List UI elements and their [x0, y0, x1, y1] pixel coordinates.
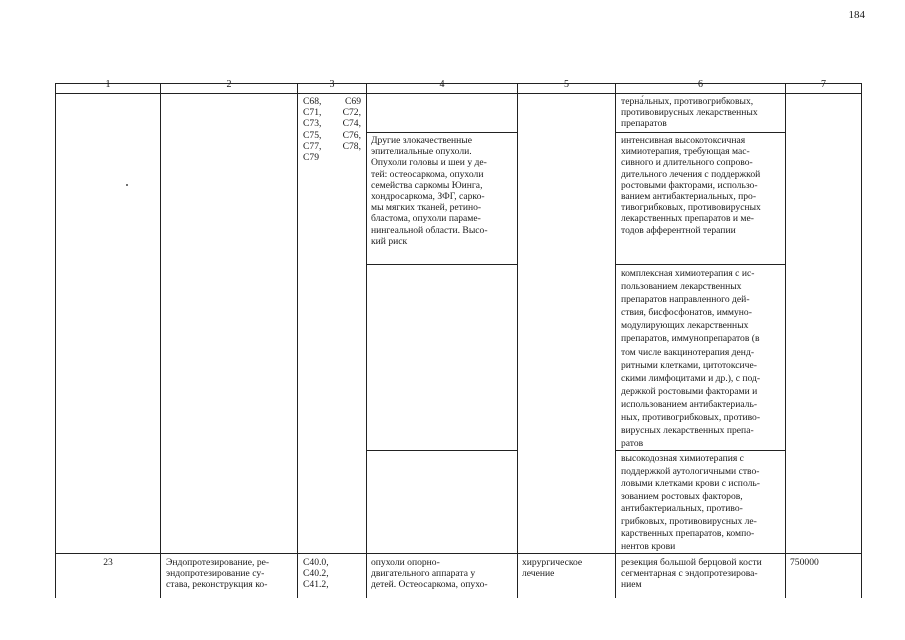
- column-header-5: 5: [564, 79, 569, 90]
- page-number: 184: [848, 9, 865, 21]
- column-header-2: 2: [226, 79, 232, 90]
- column-header-7: 7: [821, 79, 826, 90]
- care-type-description: Эндопротезирование, ре- эндопротезирование су- става, реконструкция ко-: [166, 557, 270, 591]
- treatment-complex-chemo: комплексная химиотерапия с ис- пользованием лекарственных препаратов направленного дей- ствия, бисфосфонатов, иммуно- модулирующих лекарственных препаратов, иммунопрепаратов (в том числе вакцинотерапия денд- ритными клетками, цитотоксиче- скими лимфоцитами и др.), с под- держкой ростовыми факторами и использованием антибактериаль- ных, противогрибковых, противо- вирусных лекарственных препа- ратов: [621, 268, 761, 450]
- column-header-1: 1: [105, 79, 111, 90]
- treatment-continued: терна́льных, противогрибковых, противовирусных лекарственных препаратов: [621, 96, 758, 130]
- treatment-method: резекция большой берцовой кости сегментарная с эндопротезирова- нием: [621, 557, 762, 591]
- column-header-3: 3: [329, 79, 335, 90]
- row-number: 23: [103, 557, 113, 568]
- column-header-6: 6: [698, 79, 703, 90]
- financial-norm: 750000: [790, 557, 819, 568]
- diagnosis-codes: С40.0, С40.2, С41.2,: [303, 557, 329, 591]
- column-header-4: 4: [439, 79, 445, 90]
- patient-model: опухоли опорно- двигательного аппарата у детей. Остеосаркома, опухо-: [371, 557, 488, 591]
- treatment-high-dose-chemo: высокодозная химиотерапия с поддержкой аутологичными ство- ловыми клетками крови с исполь- зованием ростовых факторов, антибактериальных, противо- грибковых, противовирусных ле- карственных препаратов, компо- нентов крови: [621, 453, 760, 552]
- diagnosis-codes-continued: С68, С69 С71, С72, С73, С74, С75, С76, С77, С78, С79: [303, 96, 361, 164]
- treatment-intensive-chemo: интенсивная высокотоксичная химиотерапия, требующая мас- сивного и длительного сопрово- дительного лечения с поддержкой ростовыми факторами, использо- ванием антибактериальных, про- тивогрибковых, противовирусных лекарственных препаратов и ме- тодов афферентной терапии: [621, 135, 761, 236]
- patient-model-description: Другие злокачественные эпителиальные опухоли. Опухоли головы и шеи у де- тей: остеосаркома, опухоли семейства саркомы Юинга, хондросаркома, ЗФГ, сарко- мы мягких тканей, ретино- бластома, опухоли параме- нингеальной области. Высо- кий риск: [371, 135, 488, 247]
- scan-speck: [126, 184, 128, 186]
- treatment-type: хирургическое лечение: [522, 557, 583, 580]
